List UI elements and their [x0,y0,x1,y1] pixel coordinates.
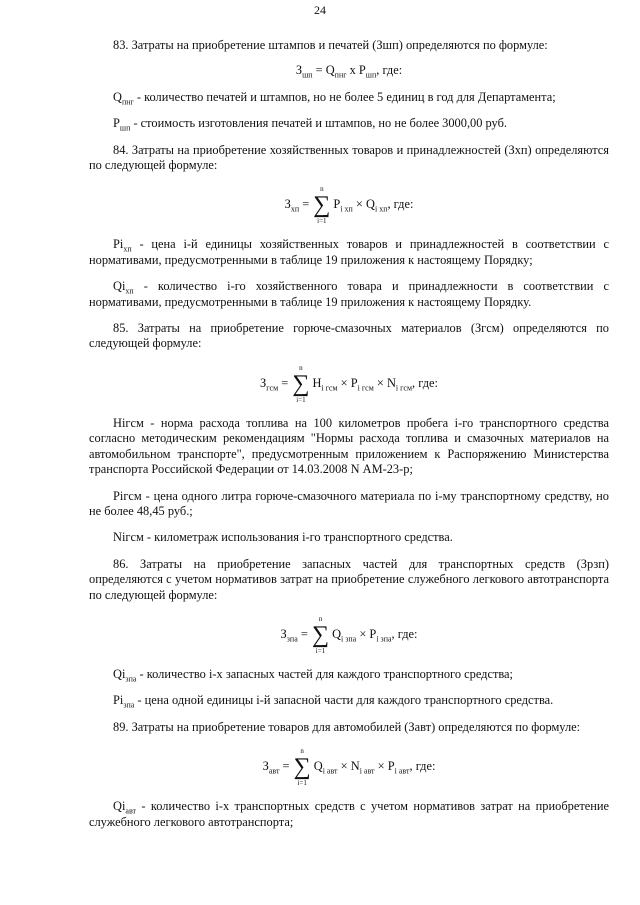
p83-heading: 83. Затраты на приобретение штампов и печатей (Зшп) определяются по формуле: [113,38,548,52]
p83-formula: $З_{шп} = Q_{пнг}$ х $P_{шп}$, где: [295,63,403,80]
p89-heading: 89. Затраты на приобретение товаров для автомобилей (Завт) определяются по формуле: [113,719,581,734]
p84-heading: 84. Затраты на приобретение хозяйственных товаров и принадлежностей (Зхп) определяются по следующей формуле: [89,142,609,173]
p89-formula: $З_{авт}$ = n ∑ i=1 $Q_{i авт} \times N_{i авт} \times P_{i авт}$, где: [262,747,436,788]
sigma-symbol: n ∑ i=1 [313,185,331,226]
page-number: 24 [314,3,326,17]
sigma-symbol: n ∑ i=1 [311,614,330,655]
sigma-symbol: n ∑ i=1 [292,363,310,404]
p83-def-p: $P_{шп}$ - стоимость изготовления печатей и штампов, но не более 3000,00 руб. [113,116,507,133]
p85-heading: 85. Затраты на приобретение горюче-смазочных материалов (Згсм) определяются по следующей формуле: [89,321,609,351]
p86-def-p: $Pi_{зпа}$ - цена одной единицы i-й запасной части для каждого транспортного средства. [113,693,554,710]
p85-def-n: Niгсм - километраж использования i-го транспортного средства. [113,530,453,545]
p86-heading: 86. Затраты на приобретение запасных частей для транспортных средств (Зрзп) определяются с учетом нормативов затрат на приобретение служебного легкового автотранспорта по следующей формуле: [89,556,609,602]
p83-def-q: $Q_{пнг}$ - количество печатей и штампов, но не более 5 единиц в год для Департамента; [113,89,556,107]
p84-def-q: $Qi_{хп}$ - количество i-го хозяйственного товара и принадлежности в соответствии с нормативами, предусмотренными в таблице 19 приложения к настоящему Порядку. [89,279,609,309]
p86-def-q: $Qi_{зпа}$ - количество i-х запасных частей для каждого транспортного средства; [113,666,514,684]
sigma-symbol: n ∑ i=1 [293,747,311,788]
document-body [89,38,609,830]
p85-formula: $З_{гсм}$ = n ∑ i=1 $H_{i гсм} \times P_{i гсм} \times N_{i гсм}$, где: [260,363,438,404]
p89-def-q: $Qi_{авт}$ - количество i-х транспортных средств с учетом нормативов затрат на приобретение служебного легкового автотранспорта; [89,799,609,829]
p84-def-p: $Pi_{хп}$ - цена i-й единицы хозяйственных товаров и принадлежностей в соответствии с нормативами, предусмотренными в таблице 19 приложения к настоящему Порядку; [89,237,609,267]
p84-formula: $З_{хп}$ = n ∑ i=1 $P_{i хп} \times Q_{i хп}$, где: [284,185,414,226]
p85-def-h: Hiгсм - норма расхода топлива на 100 километров пробега i-го транспортного средства согласно методическим рекомендациям "Нормы расхода топлива и смазочных материалов на автомобильном транспорте", предусмотренным приложением к Распоряжению Министерства транспорта Российской Федерации от 14.03.2008 N АМ-23-р; [89,415,609,477]
p85-def-p: Piгсм - цена одного литра горюче-смазочного материала по i-му транспортному средству, но не более 48,45 руб.; [89,488,609,518]
p86-formula: $З_{зпа}$ = n ∑ i=1 $Q_{i зпа} \times P_{i зпа}$, где: [280,614,418,655]
